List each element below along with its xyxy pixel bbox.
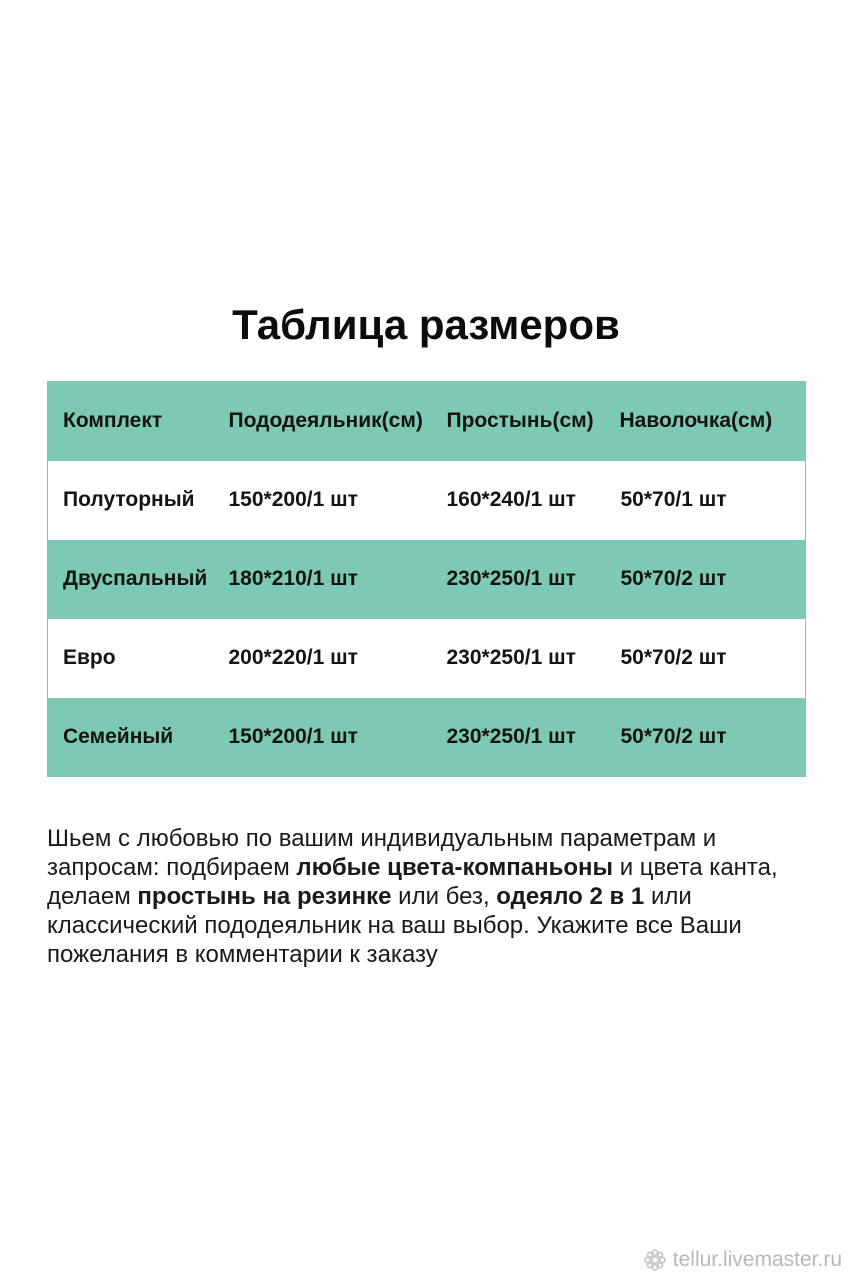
table-cell-set: Двуспальный <box>63 567 208 590</box>
description-text: и цвета канта, делаем <box>47 854 778 910</box>
table-cell-pillowcase: 50*70/1 шт <box>620 488 727 511</box>
table-cell-duvet-cover: 150*200/1 шт <box>228 724 358 748</box>
table-row <box>48 540 806 619</box>
description-bold-companion-colors: любые цвета-компаньоны <box>296 854 614 881</box>
header-cell-pillowcase: Наволочка(см) <box>619 409 773 433</box>
table-cell-pillowcase: 50*70/2 шт <box>620 567 727 590</box>
size-table <box>47 381 806 777</box>
table-cell-set: Евро <box>63 646 116 669</box>
watermark <box>643 1248 842 1272</box>
header-cell-sheet: Простынь(см) <box>446 409 594 433</box>
description-bold-duvet-2in1: одеяло 2 в 1 <box>496 883 645 910</box>
flower-logo-icon <box>643 1248 667 1272</box>
table-cell-duvet-cover: 200*220/1 шт <box>228 646 358 669</box>
table-row <box>48 698 806 777</box>
table-cell-set: Семейный <box>63 724 174 748</box>
header-cell-set: Комплект <box>63 409 163 433</box>
description-text: Шьем с любовью по вашим индивидуальным параметрам и запросам: подбираем <box>47 825 717 881</box>
table-row <box>48 619 806 698</box>
table-header-row <box>48 382 806 461</box>
table-cell-sheet: 230*250/1 шт <box>446 724 576 748</box>
table-cell-duvet-cover: 150*200/1 шт <box>228 488 358 511</box>
table-cell-pillowcase: 50*70/2 шт <box>620 724 727 748</box>
page-title: Таблица размеров <box>232 301 620 348</box>
description-text: или без, <box>391 883 497 910</box>
table-cell-sheet: 230*250/1 шт <box>446 567 576 590</box>
table-row <box>48 461 806 540</box>
description-text: или классический пододеяльник на ваш выбор. Укажите все Ваши пожелания в комментарии к заказу <box>47 883 742 968</box>
watermark-text: tellur.livemaster.ru <box>672 1248 842 1271</box>
table-cell-duvet-cover: 180*210/1 шт <box>228 567 358 590</box>
table-cell-set: Полуторный <box>63 488 195 511</box>
header-cell-duvet-cover: Пододеяльник(см) <box>228 409 423 433</box>
description-paragraph <box>47 824 807 969</box>
table-cell-pillowcase: 50*70/2 шт <box>620 646 727 669</box>
table-cell-sheet: 230*250/1 шт <box>446 646 576 669</box>
table-cell-sheet: 160*240/1 шт <box>446 488 576 511</box>
description-bold-fitted-sheet: простынь на резинке <box>137 883 392 910</box>
